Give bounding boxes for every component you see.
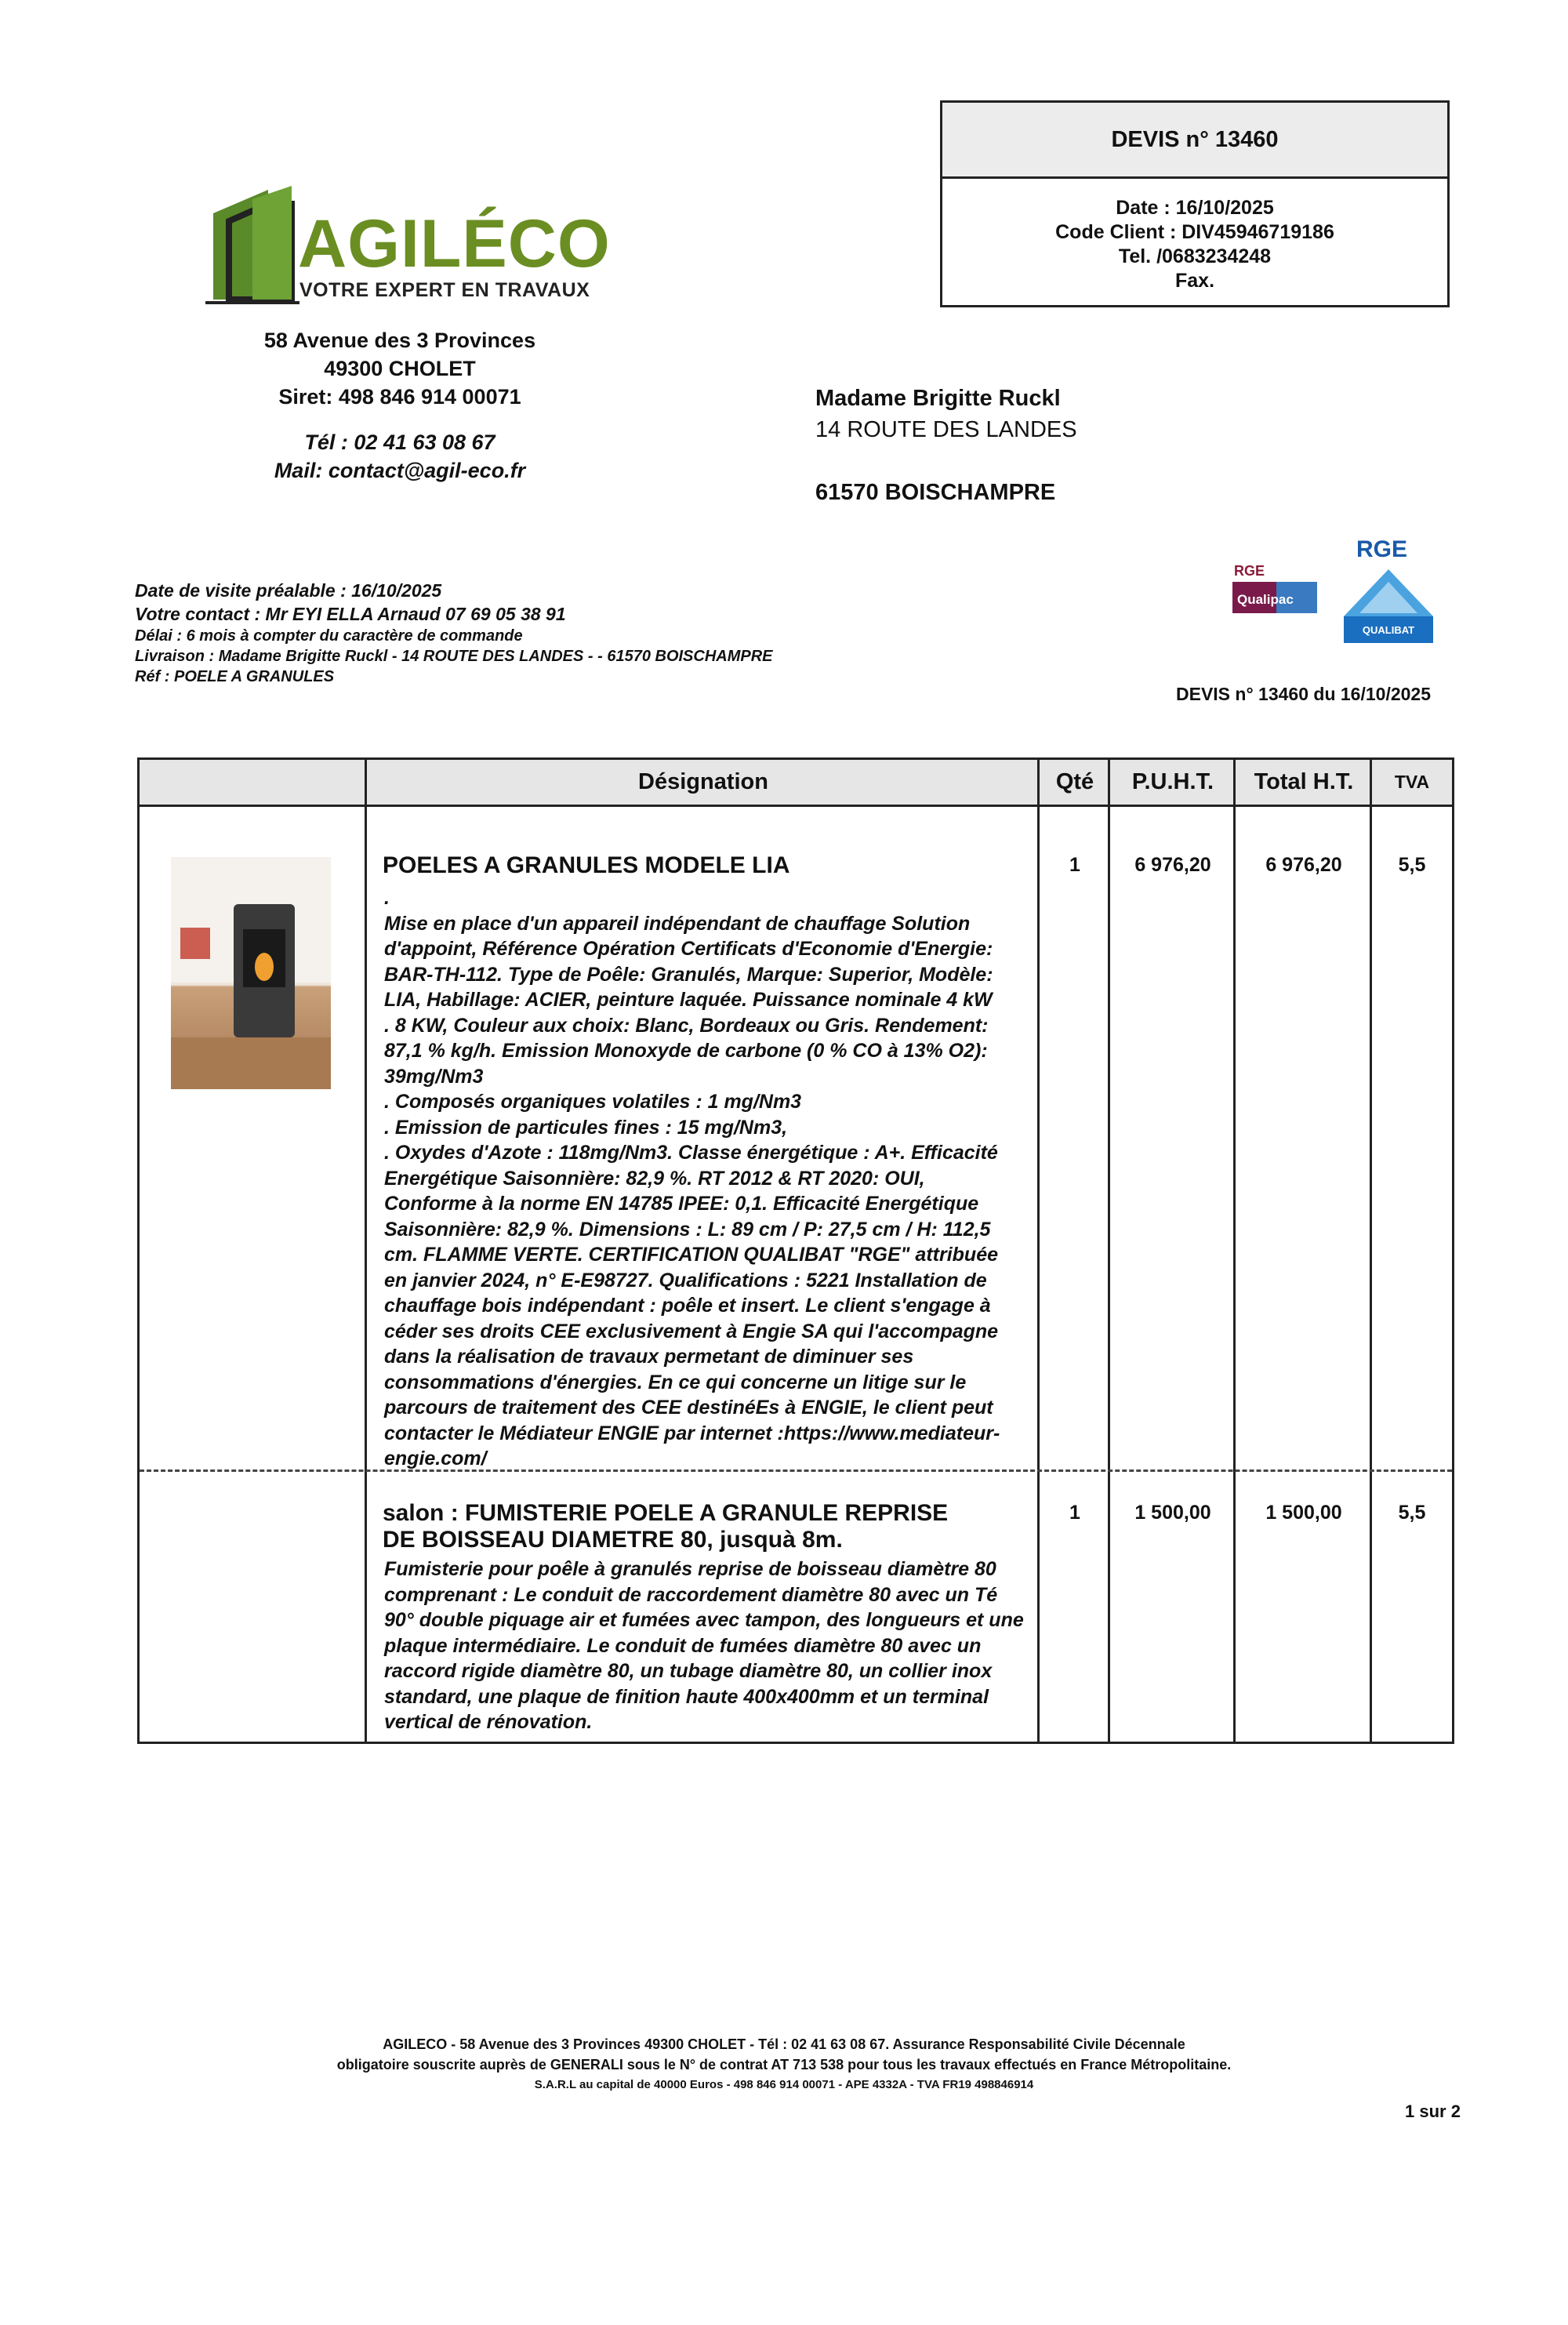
company-email: Mail: contact@agil-eco.fr — [274, 459, 526, 482]
company-city: 49300 CHOLET — [324, 357, 476, 380]
client-city: 61570 BOISCHAMPRE — [815, 480, 1056, 505]
company-siret: Siret: 498 846 914 00071 — [278, 385, 521, 409]
devis-number: DEVIS n° 13460 — [942, 103, 1447, 179]
visit-ref: Réf : POELE A GRANULES — [135, 668, 335, 685]
client-street: 14 ROUTE DES LANDES — [815, 417, 1077, 442]
company-phone: Tél : 02 41 63 08 67 — [304, 430, 495, 454]
item-2-description: Fumisterie pour poêle à granulés reprise de boisseau diamètre 80 comprenant : Le conduit de raccordement diamètre 80 avec un Té 90° double piquage air et fumées avec tampon, des longueurs et une plaque intermédiaire. Le conduit de fumées diamètre 80 avec un raccord rigide diamètre 80, un tubage diamètre 80, un collier inox standard, une plaque de finition haute 400x400mm et un terminal vertical de rénovation. — [384, 1558, 1024, 1733]
client-name: Madame Brigitte Ruckl — [815, 386, 1061, 411]
legal-footer — [0, 2034, 1568, 2095]
item-1-unit-price: 6 976,20 — [1134, 854, 1211, 876]
pellet-stove-image — [171, 857, 331, 1089]
item-1-title: POELES A GRANULES MODELE LIA — [383, 852, 790, 878]
devis-reference: DEVIS n° 13460 du 16/10/2025 — [1176, 684, 1431, 704]
item-2-unit-price: 1 500,00 — [1134, 1502, 1211, 1524]
item-1-total: 6 976,20 — [1265, 854, 1342, 876]
rge-qualibat-top-text: RGE — [1356, 536, 1408, 562]
logo-tagline: VOTRE EXPERT EN TRAVAUX — [299, 279, 590, 301]
logo-wordmark: AGILÉCO — [298, 206, 611, 282]
rge-qualipac-logo — [1228, 558, 1322, 621]
footer-line-3: S.A.R.L au capital de 40000 Euros - 498 846 914 00071 - APE 4332A - TVA FR19 498846914 — [534, 2078, 1034, 2091]
header-tva: TVA — [1372, 760, 1452, 807]
item-2-tva: 5,5 — [1398, 1502, 1426, 1524]
header-designation: Désignation — [367, 760, 1040, 807]
company-street: 58 Avenue des 3 Provinces — [263, 329, 536, 352]
client-address-block — [815, 383, 1077, 508]
rge-qualipac-top-text: RGE — [1234, 563, 1265, 579]
client-tel: Tel. /0683234248 — [1118, 245, 1272, 267]
footer-line-1: AGILECO - 58 Avenue des 3 Provinces 49300 CHOLET - Tél : 02 41 63 08 67. Assurance Responsabilité Civile Décennale — [383, 2036, 1185, 2052]
rge-qualibat-logo — [1339, 530, 1438, 648]
header-total: Total H.T. — [1236, 760, 1372, 807]
page-number: 1 sur 2 — [1405, 2102, 1461, 2121]
rge-qualibat-bottom-text: QUALIBAT — [1362, 624, 1415, 636]
quote-table — [137, 757, 1454, 1744]
visit-delivery: Livraison : Madame Brigitte Ruckl - 14 ROUTE DES LANDES - - 61570 BOISCHAMPRE — [135, 648, 773, 665]
item-1-description: . Mise en place d'un appareil indépendant de chauffage Solution d'appoint, Référence Opération Certificats d'Economie d'Energie: BAR-TH-112. Type de Poêle: Granulés, Marque: Superior, Modèle: LIA, Habillage: ACIER, peinture laquée. Puissance nominale 4 kW . 8 KW, Couleur aux choix: Blanc, Bordeaux ou Gris. Rendement: 87,1 % kg/h. Emission Monoxyde de carbone (0 % CO à 13% O2): 39mg/Nm3 . Composés organiques volatiles : 1 mg/Nm3 . Emission de particules fines : 15 mg/Nm3, . Oxydes d'Azote : 118mg/Nm3. Classe énergétique : A+. Efficacité Energétique Saisonnière: 82,9 %. RT 2012 & RT 2020: OUI, Conforme à la norme EN 14785 IPEE: 0,1. Efficacité Energétique Saisonnière: 82,9 %. Dimensions : L: 89 cm / P: 27,5 cm / H: 112,5 cm. FLAMME VERTE. CERTIFICATION QUALIBAT "RGE" attribuée en janvier 2024, n° E-E98727. Qualifications : 5221 Installation de chauffage bois indépendant : poêle et insert. Le client s'engage à céder ses droits CEE exclusivement à Engie SA qui l'accompagne dans la réalisation de travaux permetant de diminuer ses consommations d'énergies. En ce qui concerne un litige sur le parcours de traitement des CEE destinéEs à ENGIE, le client peut contacter le Médiateur ENGIE par internet :https://www.mediateur- engie.com/ — [384, 887, 1000, 1469]
devis-date: Date : 16/10/2025 — [1116, 197, 1274, 219]
devis-header-box — [940, 100, 1450, 307]
item-2-title: salon : FUMISTERIE POELE A GRANULE REPRISE DE BOISSEAU DIAMETRE 80, jusquà 8m. — [383, 1500, 949, 1553]
footer-line-2: obligatoire souscrite auprès de GENERALI sous le N° de contrat AT 713 538 pour tous les travaux effectués en France Métropolitaine. — [336, 2057, 1232, 2073]
header-image-col — [140, 760, 367, 807]
client-fax: Fax. — [1174, 270, 1215, 292]
rge-qualipac-bottom-text: Qualipac — [1237, 592, 1294, 607]
item-1-tva: 5,5 — [1398, 854, 1426, 876]
item-2-qty: 1 — [1069, 1502, 1080, 1524]
devis-info — [942, 179, 1447, 293]
item-2-total: 1 500,00 — [1265, 1502, 1342, 1524]
client-code: Code Client : DIV45946719186 — [1055, 221, 1334, 243]
visit-delay: Délai : 6 mois à compter du caractère de commande — [135, 627, 523, 645]
item-1-qty: 1 — [1069, 854, 1080, 876]
company-address-block — [204, 326, 596, 485]
visit-info-block — [135, 579, 773, 687]
visit-date: Date de visite préalable : 16/10/2025 — [135, 580, 442, 601]
header-qty: Qté — [1040, 760, 1110, 807]
header-unit-price: P.U.H.T. — [1110, 760, 1236, 807]
visit-contact: Votre contact : Mr EYI ELLA Arnaud 07 69 05 38 91 — [135, 604, 566, 624]
